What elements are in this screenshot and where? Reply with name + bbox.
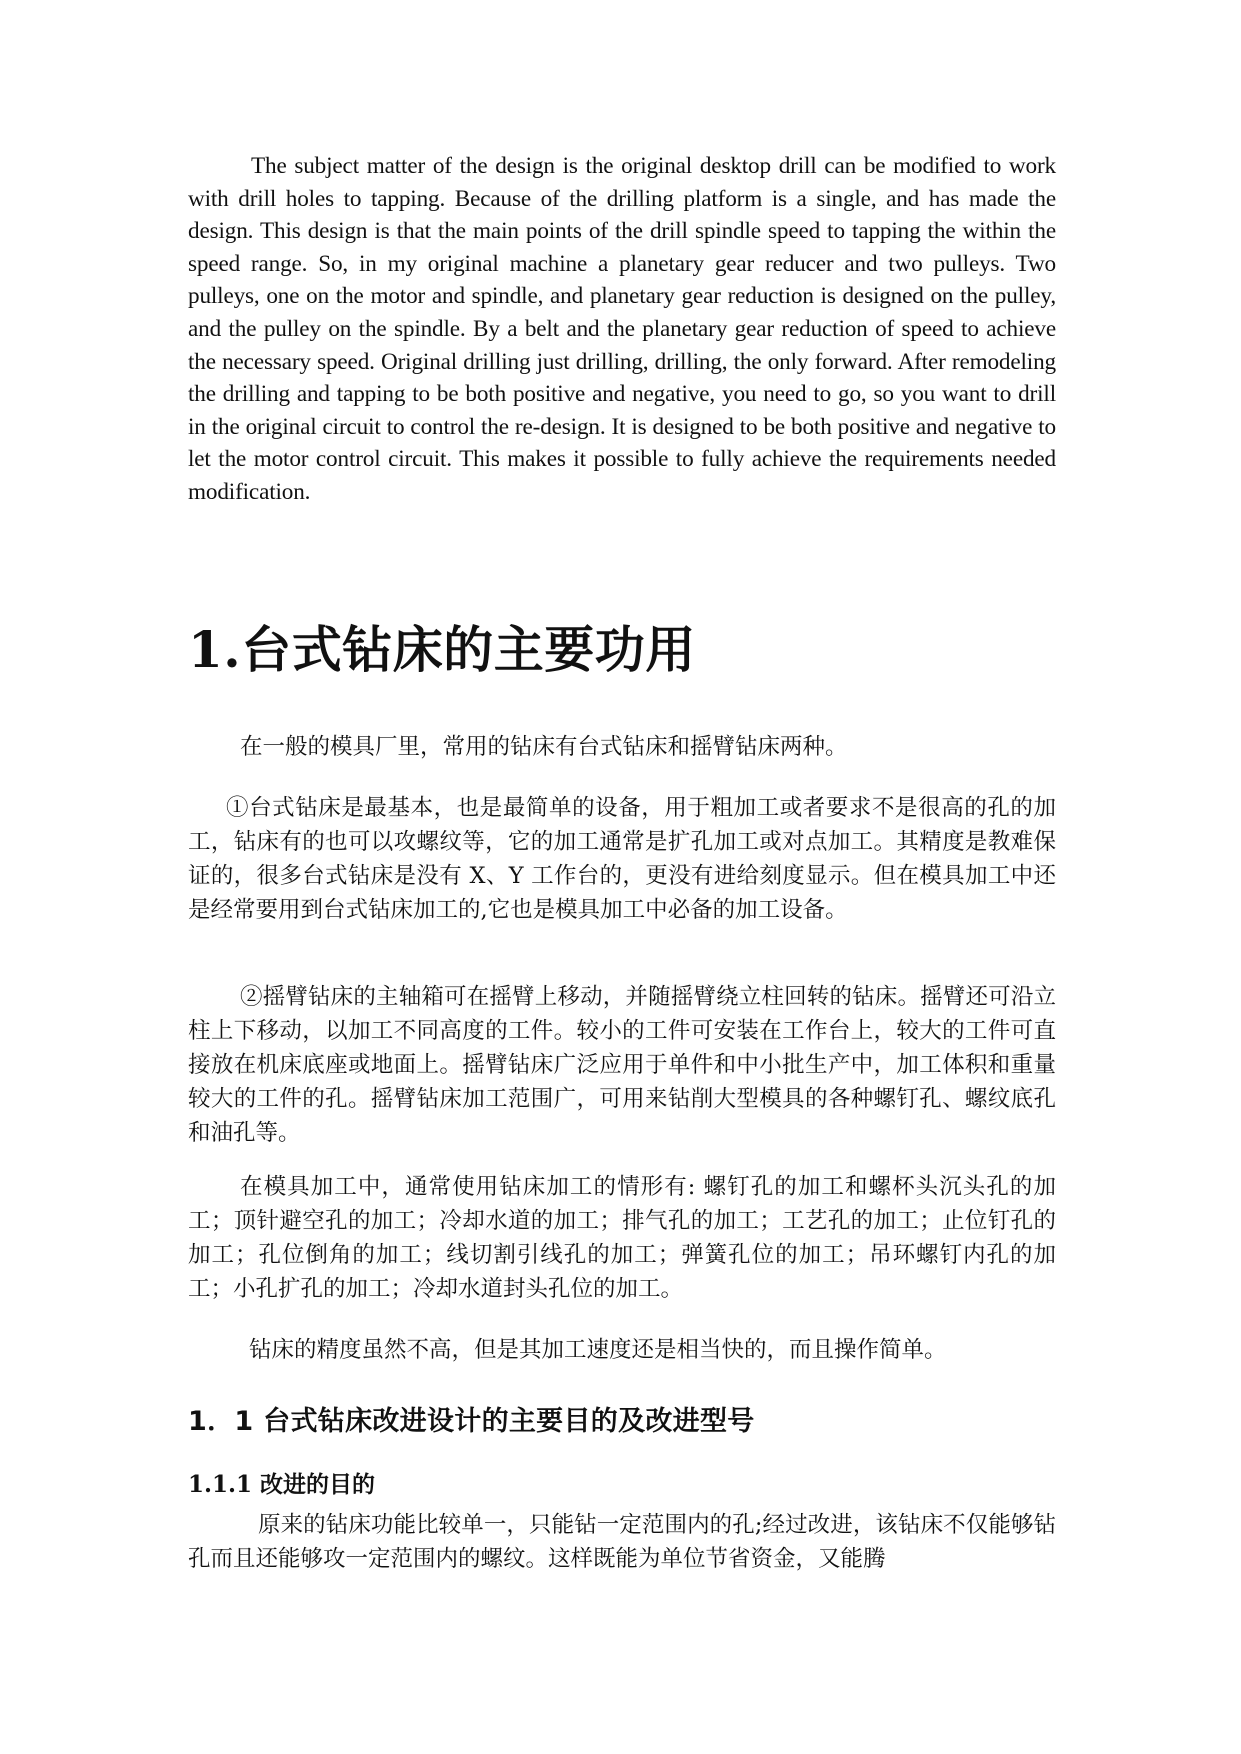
page-content [188, 150, 1056, 1572]
paragraph-summary: 钻床的精度虽然不高，但是其加工速度还是相当快的，而且操作简单。 [249, 1337, 947, 1363]
subsection-title: 1.1.1 改进的目的 [188, 1471, 376, 1498]
paragraph-improvement-purpose: 原来的钻床功能比较单一，只能钻一定范围内的孔;经过改进，该钻床不仅能够钻孔而且还能够攻一定范围内的螺纹。这样既能为单位节省资金，又能腾 [188, 1512, 1056, 1572]
section-title: 1．1 台式钻床改进设计的主要目的及改进型号 [188, 1406, 755, 1437]
abstract-paragraph: The subject matter of the design is the original desktop drill can be modified to work with drill holes to tapping. Because of the drilling platform is a single, and has made the design. This design is that the main points of the drill spindle speed to tapping the within the speed range. So, in my original machine a planetary gear reducer and two pulleys. Two pulleys, one on the motor and spindle, and planetary gear reduction is designed on the pulley, and the pulley on the spindle. By a belt and the planetary gear reduction of speed to achieve the necessary speed. Original drilling just drilling, drilling, the only forward. After remodeling the drilling and tapping to be both positive and negative, you need to go, so you want to drill in the original circuit to control the re-design. It is designed to be both positive and negative to let the motor control circuit. This makes it possible to fully achieve the requirements needed modification. [188, 153, 1056, 505]
paragraph-radial-drill: ②摇臂钻床的主轴箱可在摇臂上移动，并随摇臂绕立柱回转的钻床。摇臂还可沿立柱上下移动，以加工不同高度的工件。较小的工件可安装在工作台上，较大的工件可直接放在机床底座或地面上。摇臂钻床广泛应用于单件和中小批生产中，加工体积和重量较大的工件的孔。摇臂钻床加工范围广，可用来钻削大型模具的各种螺钉孔、螺纹底孔和油孔等。 [188, 984, 1056, 1146]
paragraph-bench-drill: ①台式钻床是最基本，也是最简单的设备，用于粗加工或者要求不是很高的孔的加工，钻床有的也可以攻螺纹等，它的加工通常是扩孔加工或对点加工。其精度是教难保证的，很多台式钻床是没有 X、Y 工作台的，更没有进给刻度显示。但在模具加工中还是经常要用到台式钻床加工的,它也是模具加工中必备的加工设备。 [188, 795, 1056, 923]
paragraph-drilling-uses: 在模具加工中，通常使用钻床加工的情形有: 螺钉孔的加工和螺杯头沉头孔的加工；顶针避空孔的加工；冷却水道的加工；排气孔的加工；工艺孔的加工；止位钉孔的加工；孔位倒角的加工；线切割引线孔的加工；弹簧孔位的加工；吊环螺钉内孔的加工；小孔扩孔的加工；冷却水道封头孔位的加工。 [188, 1174, 1056, 1302]
paragraph-intro: 在一般的模具厂里，常用的钻床有台式钻床和摇臂钻床两种。 [240, 734, 848, 760]
chapter-title: 1.台式钻床的主要功用 [188, 620, 696, 679]
